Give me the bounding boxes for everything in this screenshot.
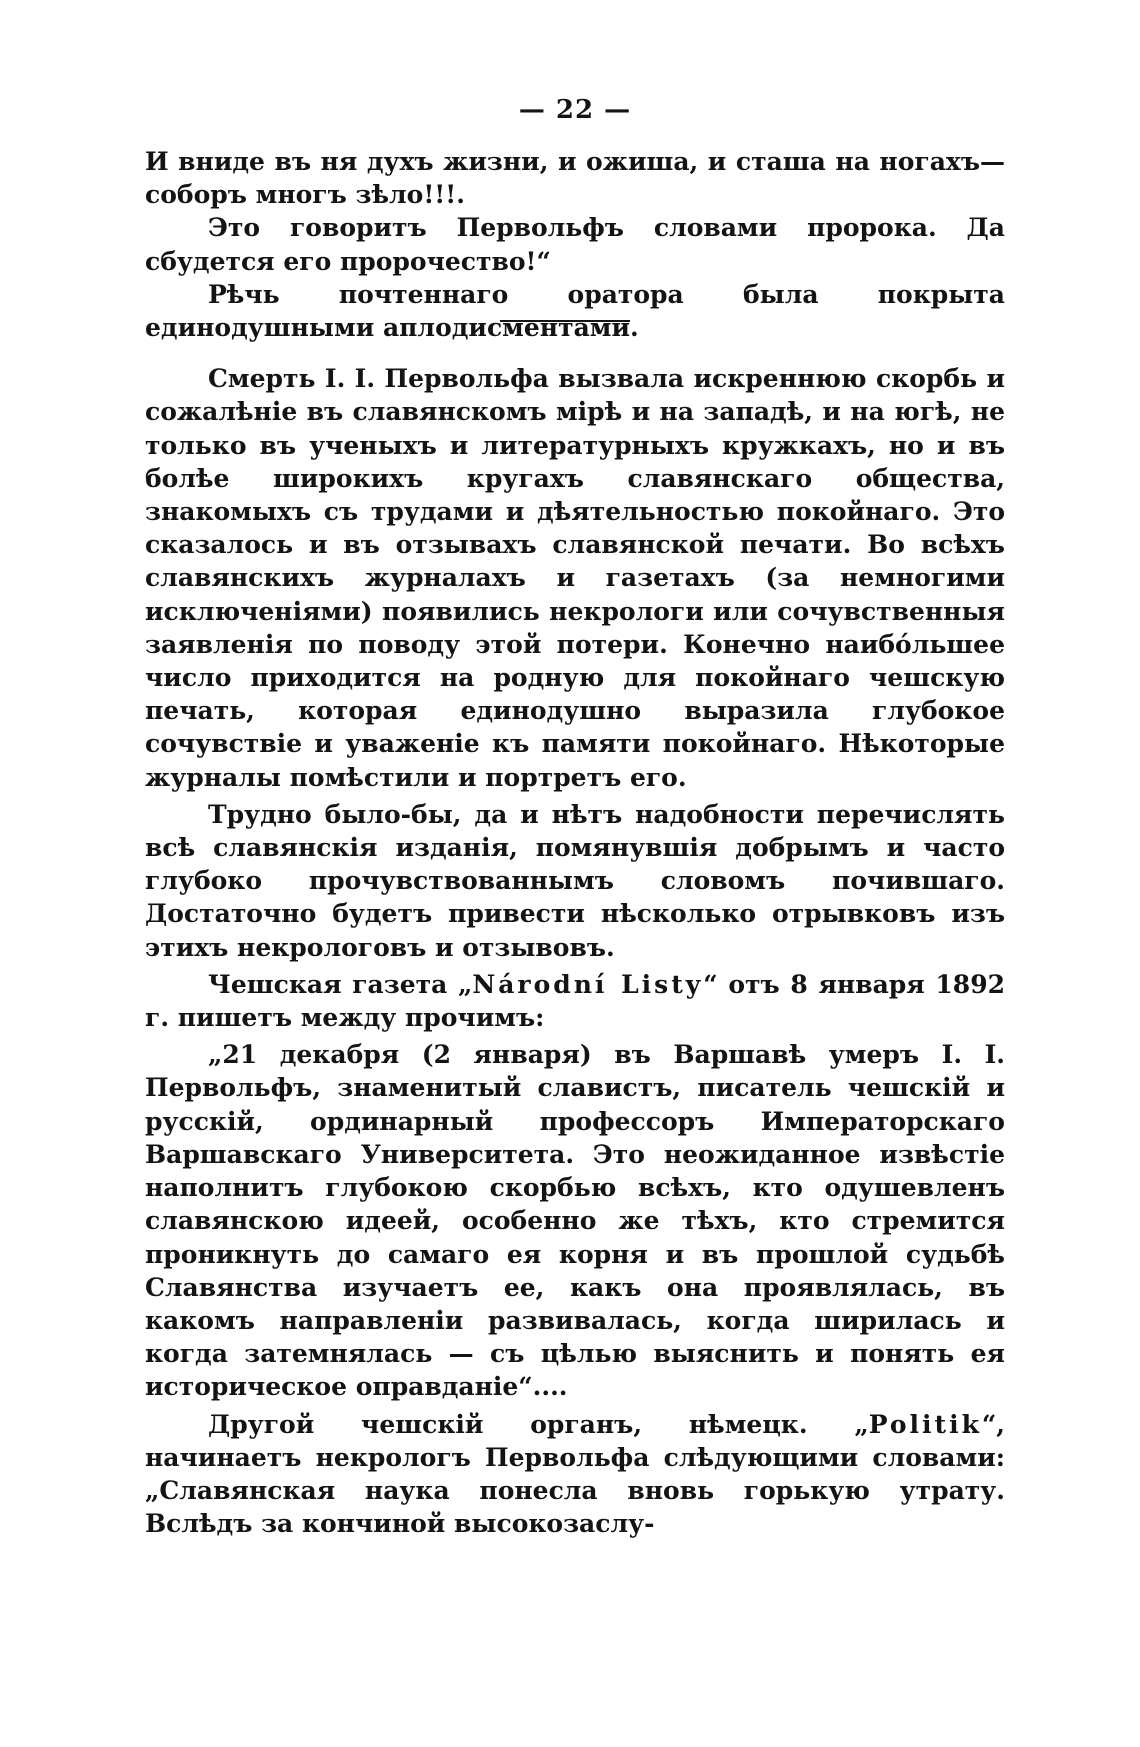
paragraph-politik (145, 1408, 1005, 1541)
text-fragment: “ отъ 8 января 1892 г. пишетъ между прочимъ: (145, 969, 1005, 1033)
paragraph-prophecy: Это говоритъ Первольфъ словами пророка. Да сбудется его пророчество!“ (145, 213, 1005, 276)
text-fragment: “, начинаетъ некрологъ Первольфа слѣдующими словами: „Славянская наука понесла вновь горькую утрату. Вслѣдъ за кончиной высокозаслу- (145, 1409, 1005, 1539)
text-fragment: Чешская газета „ (208, 969, 473, 999)
paragraph-obituary-quote: „21 декабря (2 января) въ Варшавѣ умеръ I. I. Первольфъ, знаменитый славистъ, писатель чешскій и русскій, ординарный профессоръ Императорскаго Варшавскаго Университета. Это неожиданное извѣстіе наполнитъ глубокою скорбью всѣхъ, кто одушевленъ славянскою идеей, особенно же тѣхъ, кто стремится проникнуть до самаго ея корня и въ прошлой судьбѣ Славянства изучаетъ ее, какъ она проявлялась, въ какомъ направленіи развивалась, когда ширилась и когда затемнялась — съ цѣлью выяснить и понять ея историческое оправданіе“.... (145, 1040, 1005, 1402)
newspaper-title: Národní Listy (472, 969, 704, 999)
paragraph-narodni-listy (145, 968, 1005, 1034)
paragraph-publications: Трудно было-бы, да и нѣтъ надобности перечислять всѣ славянскія изданія, помянувшія добрымъ и часто глубоко прочувствованнымъ словомъ почившаго. Достаточно будетъ привести нѣсколько отрывковъ изъ этихъ некрологовъ и отзывовъ. (145, 799, 1005, 962)
page-number: — 22 — (518, 95, 632, 125)
book-page (145, 85, 1005, 1540)
paragraph-quote-end: И вниде въ ня духъ жизни, и ожиша, и сташа на ногахъ—соборъ многъ зѣло!!!. (145, 147, 1005, 210)
paragraph-death-response: Смерть I. I. Первольфа вызвала искреннюю скорбь и сожалѣніе въ славянскомъ мірѣ и на западѣ, и на югѣ, не только въ ученыхъ и литературныхъ кружкахъ, но и въ болѣе широкихъ кругахъ славянскаго общества, знакомыхъ съ трудами и дѣятельностью покойнаго. Это сказалось и въ отзывахъ славянской печати. Во всѣхъ славянскихъ журналахъ и газетахъ (за немногими исключеніями) появились некрологи или сочувственныя заявленія по поводу этой потери. Конечно наибо́льшее число приходится на родную для покойнаго чешскую печать, которая единодушно выразила глубокое сочувствіе и уваженіе къ памяти покойнаго. Нѣкоторые журналы помѣстили и портретъ его. (145, 364, 1005, 792)
newspaper-title: Politik (868, 1409, 982, 1439)
paragraph-applause: Рѣчь почтеннаго оратора была покрыта единодушными аплодисментами. (145, 279, 1005, 343)
text-fragment: Другой чешскій органъ, нѣмецк. „ (208, 1409, 869, 1439)
